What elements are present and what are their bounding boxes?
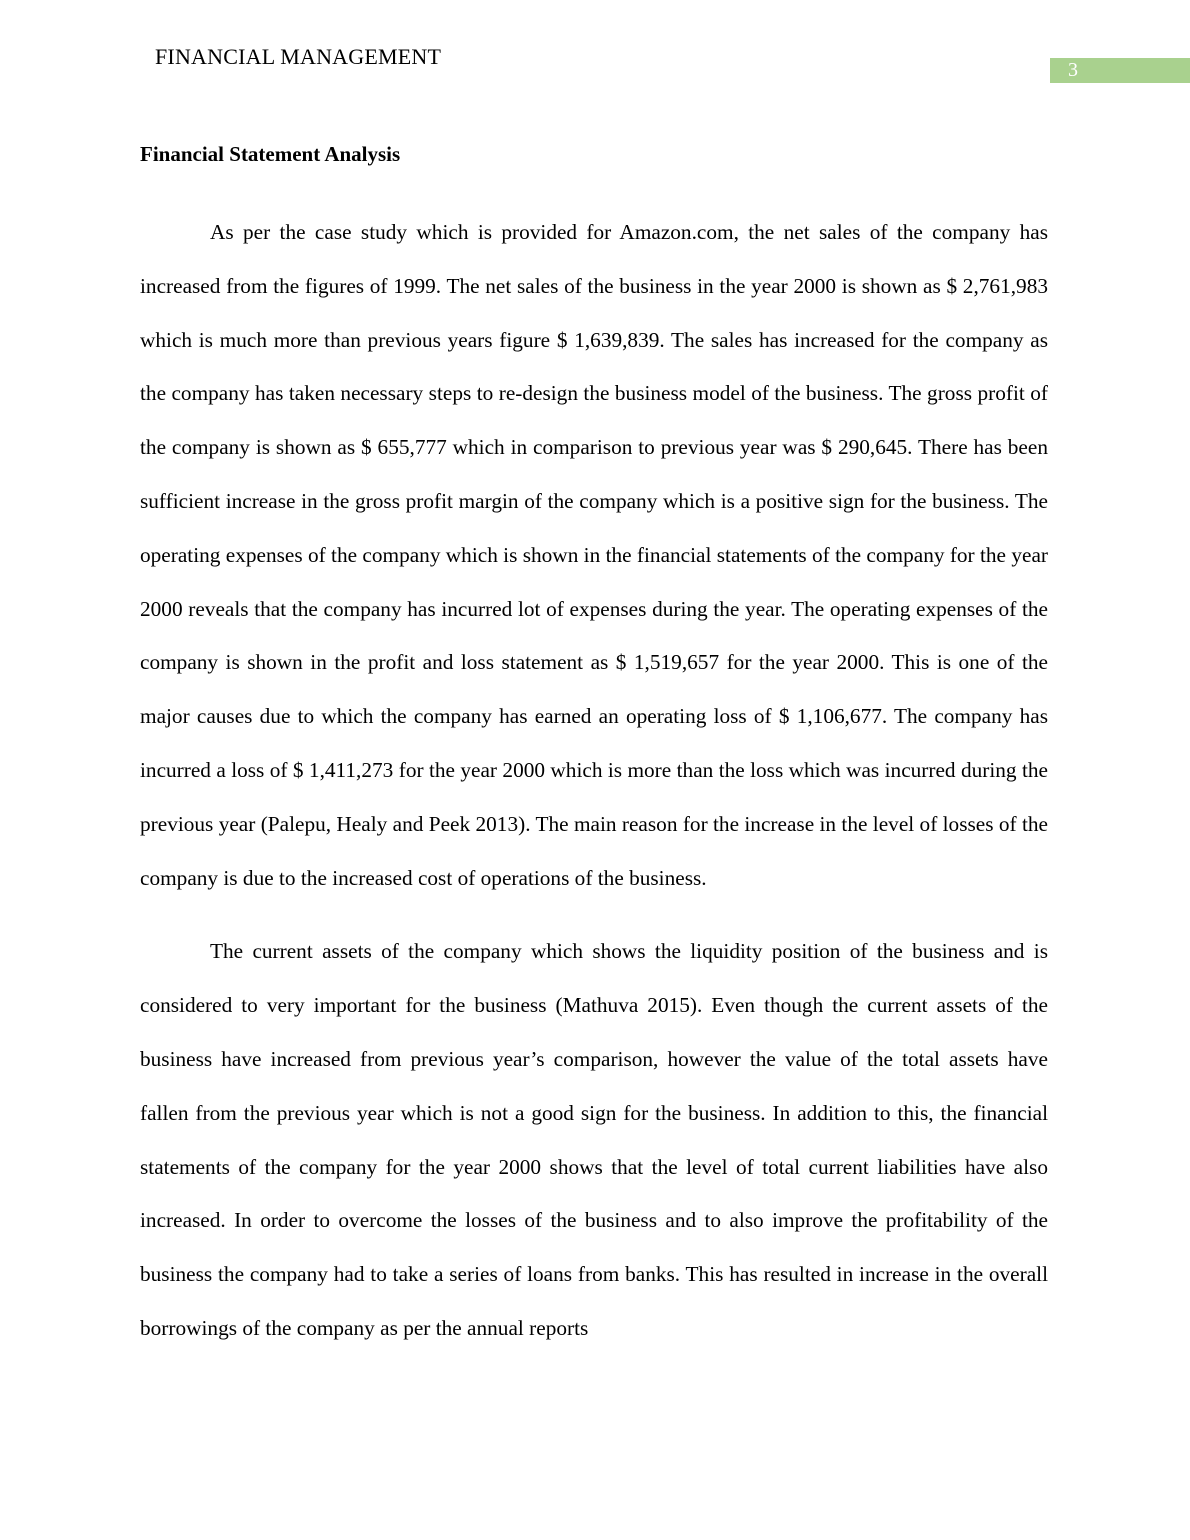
running-head: FINANCIAL MANAGEMENT: [155, 44, 442, 69]
section-heading: Financial Statement Analysis: [140, 142, 401, 166]
paragraph: The current assets of the company which shows the liquidity position of the business and is considered to very important for the business (Mathuva 2015). Even though the current assets of the business have increased from previous year’s comparison, however the value of the total assets have fallen from the previous year which is not a good sign for the business. In addition to this, the financial statements of the company for the year 2000 shows that the level of total current liabilities have also increased. In order to overcome the losses of the business and to also improve the profitability of the business the company had to take a series of loans from banks. This has resulted in increase in the overall borrowings of the company as per the annual reports: [140, 939, 1048, 1340]
document-body: [140, 140, 1048, 1376]
page-number-box: [1050, 58, 1190, 83]
page-number: 3: [1068, 59, 1078, 81]
paragraph: As per the case study which is provided for Amazon.com, the net sales of the company has increased from the figures of 1999. The net sales of the business in the year 2000 is shown as $ 2,761,983 which is much more than previous years figure $ 1,639,839. The sales has increased for the company as the company has taken necessary steps to re-design the business model of the business. The gross profit of the company is shown as $ 655,777 which in comparison to previous year was $ 290,645. There has been sufficient increase in the gross profit margin of the company which is a positive sign for the business. The operating expenses of the company which is shown in the financial statements of the company for the year 2000 reveals that the company has incurred lot of expenses during the year. The operating expenses of the company is shown in the profit and loss statement as $ 1,519,657 for the year 2000. This is one of the major causes due to which the company has earned an operating loss of $ 1,106,677. The company has incurred a loss of $ 1,411,273 for the year 2000 which is more than the loss which was incurred during the previous year (Palepu, Healy and Peek 2013). The main reason for the increase in the level of losses of the company is due to the increased cost of operations of the business.: [140, 220, 1048, 890]
